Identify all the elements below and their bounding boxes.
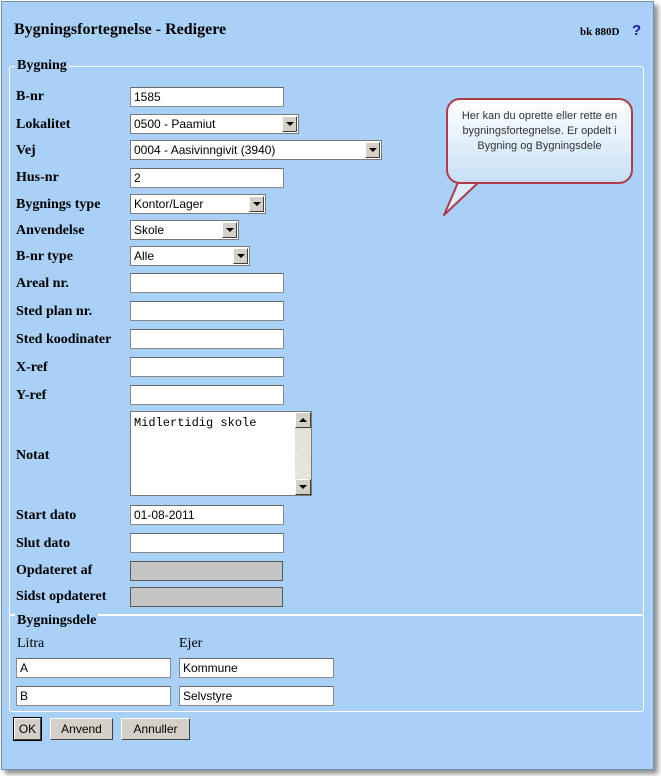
bnr-label: B-nr xyxy=(16,89,44,104)
sidstopdateret-label: Sidst opdateret xyxy=(16,589,107,604)
form-code: bk 880D xyxy=(580,26,620,38)
notat-value: Midlertidig skole xyxy=(134,416,257,430)
stedplannr-label: Sted plan nr. xyxy=(16,304,93,319)
opdateretaf-field xyxy=(130,561,283,581)
ok-button[interactable]: OK xyxy=(14,718,41,740)
vej-value: 0004 - Aasivinngivit (3940) xyxy=(134,143,276,157)
annuller-button[interactable]: Annuller xyxy=(121,718,190,740)
chevron-down-icon[interactable] xyxy=(222,222,237,238)
anvendelse-select[interactable] xyxy=(130,220,239,240)
stedplannr-input[interactable] xyxy=(130,301,284,321)
xref-label: X-ref xyxy=(16,360,48,375)
notat-scrollbar[interactable] xyxy=(295,412,311,495)
chevron-down-icon[interactable] xyxy=(282,116,297,132)
bygning-legend: Bygning xyxy=(17,58,67,73)
lokalitet-value: 0500 - Paamiut xyxy=(134,117,216,131)
bnrtype-select[interactable] xyxy=(130,246,250,266)
opdateretaf-label: Opdateret af xyxy=(16,563,93,578)
lokalitet-select[interactable] xyxy=(130,114,299,134)
scroll-up-icon[interactable] xyxy=(295,412,311,428)
yref-label: Y-ref xyxy=(16,388,47,403)
vej-select[interactable] xyxy=(130,140,382,160)
bygningstype-value: Kontor/Lager xyxy=(134,197,204,211)
anvendelse-label: Anvendelse xyxy=(16,223,85,238)
scroll-down-icon[interactable] xyxy=(295,479,311,495)
slutdato-label: Slut dato xyxy=(16,536,71,551)
tooltip-tail xyxy=(440,178,484,220)
notat-textarea[interactable] xyxy=(130,411,312,496)
notat-label: Notat xyxy=(16,448,50,463)
bygningstype-select[interactable] xyxy=(130,194,266,214)
bnrtype-value: Alle xyxy=(134,249,155,263)
ejer-input-a[interactable]: Kommune xyxy=(179,658,334,678)
vej-label: Vej xyxy=(16,143,36,158)
chevron-down-icon[interactable] xyxy=(365,142,380,158)
anvend-button[interactable]: Anvend xyxy=(50,718,113,740)
arealnr-label: Areal nr. xyxy=(16,276,69,291)
litra-input-b[interactable]: B xyxy=(16,686,171,706)
page-title: Bygningsfortegnelse - Redigere xyxy=(14,21,227,38)
anvendelse-value: Skole xyxy=(134,223,165,237)
chevron-down-icon[interactable] xyxy=(249,196,264,212)
xref-input[interactable] xyxy=(130,357,284,377)
stedkoodinater-input[interactable] xyxy=(130,329,284,349)
husnr-input[interactable]: 2 xyxy=(130,168,284,188)
bygningsdele-legend: Bygningsdele xyxy=(17,613,97,628)
bnrtype-label: B-nr type xyxy=(16,249,73,264)
chevron-down-icon[interactable] xyxy=(233,248,248,264)
slutdato-input[interactable] xyxy=(130,533,284,553)
husnr-label: Hus-nr xyxy=(16,170,59,185)
stedkoodinater-label: Sted koodinater xyxy=(16,332,112,347)
startdato-input[interactable]: 01-08-2011 xyxy=(130,505,284,525)
lokalitet-label: Lokalitet xyxy=(16,117,71,132)
litra-column-header: Litra xyxy=(17,636,45,651)
help-tooltip: Her kan du oprette eller rette en bygningsfortegnelse. Er opdelt i Bygning og Bygningsdele xyxy=(446,98,633,184)
bnr-input[interactable]: 1585 xyxy=(130,87,284,107)
startdato-label: Start dato xyxy=(16,508,77,523)
litra-input-a[interactable]: A xyxy=(16,658,171,678)
help-icon[interactable]: ? xyxy=(632,22,642,39)
bygningstype-label: Bygnings type xyxy=(16,197,101,212)
ejer-column-header: Ejer xyxy=(179,636,203,651)
sidstopdateret-field xyxy=(130,587,283,607)
ejer-input-b[interactable]: Selvstyre xyxy=(179,686,334,706)
arealnr-input[interactable] xyxy=(130,273,284,293)
yref-input[interactable] xyxy=(130,385,284,405)
